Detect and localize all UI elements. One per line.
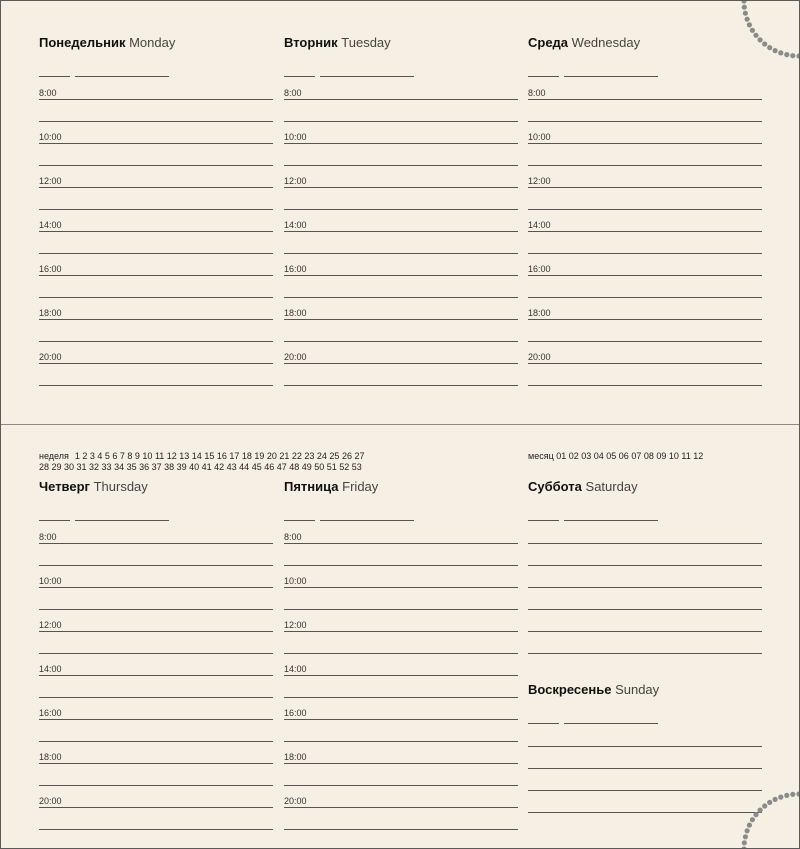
day-name-en: Thursday [93, 479, 148, 494]
time-label: 20:00 [528, 352, 551, 362]
time-label: 14:00 [284, 664, 307, 674]
note-rows[interactable] [528, 725, 762, 813]
time-label: 10:00 [39, 132, 62, 142]
note-line[interactable] [528, 725, 762, 747]
hour-line[interactable] [39, 364, 273, 386]
hour-line[interactable] [39, 566, 273, 588]
month-label: месяц [528, 451, 554, 461]
time-label: 14:00 [528, 220, 551, 230]
hour-line[interactable] [284, 610, 518, 632]
decor-dot [767, 45, 772, 50]
decor-dot [790, 792, 795, 797]
decor-dot [790, 53, 795, 58]
decor-dot [742, 840, 747, 845]
time-label: 10:00 [528, 132, 551, 142]
hour-line[interactable] [39, 144, 273, 166]
hour-line[interactable] [39, 764, 273, 786]
hour-line[interactable] [528, 210, 762, 232]
time-label: 16:00 [39, 264, 62, 274]
hour-line[interactable] [39, 742, 273, 764]
hour-line[interactable] [39, 122, 273, 144]
time-label: 16:00 [528, 264, 551, 274]
time-label: 10:00 [39, 576, 62, 586]
hour-line[interactable] [528, 254, 762, 276]
hour-line[interactable] [39, 588, 273, 610]
hour-line[interactable] [39, 166, 273, 188]
date-field[interactable] [528, 502, 762, 522]
hour-line[interactable] [39, 808, 273, 830]
decor-dot [750, 28, 755, 33]
hour-line[interactable] [284, 254, 518, 276]
time-label: 18:00 [39, 308, 62, 318]
hour-line[interactable] [528, 342, 762, 364]
hour-line[interactable] [284, 654, 518, 676]
time-label: 14:00 [39, 220, 62, 230]
hour-line[interactable] [39, 610, 273, 632]
time-label: 8:00 [284, 532, 302, 542]
hour-line[interactable] [284, 764, 518, 786]
day-name-ru: Суббота [528, 479, 582, 494]
decor-dot [753, 33, 758, 38]
hour-line[interactable] [39, 654, 273, 676]
day-name-ru: Четверг [39, 479, 90, 494]
note-line[interactable] [528, 610, 762, 632]
day-monday [39, 34, 273, 386]
hour-rows[interactable] [284, 522, 518, 830]
day-name-ru: Вторник [284, 35, 338, 50]
time-label: 10:00 [284, 132, 307, 142]
time-label: 18:00 [528, 308, 551, 318]
month-numbers-list: 01 02 03 04 05 06 07 08 09 10 11 12 [556, 451, 704, 461]
decor-dot [784, 793, 789, 798]
decor-dot [743, 11, 748, 16]
hour-line[interactable] [284, 698, 518, 720]
decor-dot [762, 41, 767, 46]
time-label: 18:00 [284, 752, 307, 762]
hour-line[interactable] [284, 298, 518, 320]
decor-dot [778, 795, 783, 800]
time-label: 8:00 [528, 88, 546, 98]
hour-line[interactable] [528, 298, 762, 320]
time-label: 12:00 [528, 176, 551, 186]
decor-dot [784, 52, 789, 57]
hour-line[interactable] [39, 254, 273, 276]
time-label: 20:00 [39, 352, 62, 362]
decor-dot [750, 817, 755, 822]
hour-line[interactable] [284, 320, 518, 342]
month-numbers [528, 451, 703, 462]
hour-line[interactable] [39, 276, 273, 298]
week-numbers-line1: 1 2 3 4 5 6 7 8 9 10 11 12 13 14 15 16 17 18 19 20 21 22 23 24 25 26 27 [74, 451, 365, 461]
date-field[interactable] [528, 58, 762, 78]
day-title [39, 478, 273, 496]
hour-line[interactable] [284, 676, 518, 698]
hour-line[interactable] [284, 276, 518, 298]
time-label: 8:00 [39, 532, 57, 542]
note-line[interactable] [528, 522, 762, 544]
dotted-arc-top-decoration [731, 1, 799, 65]
note-line[interactable] [528, 791, 762, 813]
decor-dot [742, 5, 747, 10]
hour-line[interactable] [284, 210, 518, 232]
time-label: 14:00 [39, 664, 62, 674]
hour-line[interactable] [39, 698, 273, 720]
hour-line[interactable] [39, 210, 273, 232]
date-field[interactable] [284, 58, 518, 78]
time-label: 16:00 [284, 708, 307, 718]
note-line[interactable] [528, 747, 762, 769]
hour-line[interactable] [528, 78, 762, 100]
day-name-ru: Воскресенье [528, 682, 612, 697]
day-name-ru: Среда [528, 35, 569, 50]
date-field[interactable] [284, 502, 518, 522]
hour-line[interactable] [284, 720, 518, 742]
day-tuesday [284, 34, 518, 386]
hour-line[interactable] [39, 720, 273, 742]
hour-line[interactable] [39, 544, 273, 566]
time-label: 16:00 [284, 264, 307, 274]
decor-dot [773, 797, 778, 802]
week-numbers [39, 451, 379, 473]
note-line[interactable] [528, 588, 762, 610]
hour-line[interactable] [284, 144, 518, 166]
hour-line[interactable] [284, 166, 518, 188]
hour-line[interactable] [284, 188, 518, 210]
day-name-en: Monday [129, 35, 176, 50]
day-name-ru: Понедельник [39, 35, 126, 50]
day-title [284, 478, 518, 496]
time-label: 8:00 [284, 88, 302, 98]
hour-line[interactable] [284, 786, 518, 808]
date-field[interactable] [39, 502, 273, 522]
time-label: 12:00 [39, 176, 62, 186]
hour-line[interactable] [528, 144, 762, 166]
hour-line[interactable] [39, 676, 273, 698]
day-wednesday [528, 34, 762, 386]
day-name-en: Friday [342, 479, 379, 494]
date-field[interactable] [528, 705, 762, 725]
decor-dot [741, 1, 746, 4]
hour-line[interactable] [39, 522, 273, 544]
date-field[interactable] [39, 58, 273, 78]
decor-dot [796, 53, 799, 58]
hour-rows[interactable] [39, 522, 273, 830]
week-numbers-line2: 28 29 30 31 32 33 34 35 36 37 38 39 40 41 42 43 44 45 46 47 48 49 50 51 52 53 [39, 462, 362, 472]
note-line[interactable] [528, 769, 762, 791]
hour-line[interactable] [284, 588, 518, 610]
hour-line[interactable] [528, 276, 762, 298]
hour-rows[interactable] [39, 78, 273, 386]
hour-rows[interactable] [284, 78, 518, 386]
hour-line[interactable] [528, 122, 762, 144]
day-saturday [528, 478, 762, 654]
time-label: 12:00 [39, 620, 62, 630]
hour-line[interactable] [284, 544, 518, 566]
time-label: 14:00 [284, 220, 307, 230]
hour-line[interactable] [284, 364, 518, 386]
decor-dot [753, 812, 758, 817]
hour-line[interactable] [39, 298, 273, 320]
decor-dot [745, 828, 750, 833]
day-title [528, 34, 762, 52]
decor-dot [796, 791, 799, 796]
decor-dot [767, 800, 772, 805]
hour-rows[interactable] [528, 78, 762, 386]
hour-line[interactable] [528, 364, 762, 386]
decor-dot [762, 803, 767, 808]
day-title [528, 681, 762, 699]
time-label: 20:00 [284, 352, 307, 362]
day-title [284, 34, 518, 52]
dotted-arc-bottom-decoration [731, 785, 799, 849]
day-name-ru: Пятница [284, 479, 339, 494]
decor-dot [743, 834, 748, 839]
time-label: 20:00 [284, 796, 307, 806]
note-rows[interactable] [528, 522, 762, 654]
decor-dot [773, 48, 778, 53]
hour-line[interactable] [284, 632, 518, 654]
decor-dot [745, 17, 750, 22]
week-label: неделя [39, 451, 69, 461]
decor-dot [778, 50, 783, 55]
decor-dot [747, 823, 752, 828]
day-name-en: Tuesday [341, 35, 391, 50]
hour-line[interactable] [39, 232, 273, 254]
time-label: 16:00 [39, 708, 62, 718]
page-divider [1, 424, 799, 425]
day-name-en: Sunday [615, 682, 660, 697]
hour-line[interactable] [284, 808, 518, 830]
day-name-en: Saturday [585, 479, 638, 494]
hour-line[interactable] [528, 100, 762, 122]
hour-line[interactable] [39, 786, 273, 808]
hour-line[interactable] [284, 78, 518, 100]
note-line[interactable] [528, 632, 762, 654]
hour-line[interactable] [284, 566, 518, 588]
hour-line[interactable] [528, 232, 762, 254]
hour-line[interactable] [39, 632, 273, 654]
day-thursday [39, 478, 273, 830]
hour-line[interactable] [284, 122, 518, 144]
day-sunday [528, 681, 762, 813]
time-label: 10:00 [284, 576, 307, 586]
hour-line[interactable] [39, 342, 273, 364]
time-label: 12:00 [284, 176, 307, 186]
hour-line[interactable] [528, 166, 762, 188]
note-line[interactable] [528, 544, 762, 566]
hour-line[interactable] [284, 232, 518, 254]
decor-dot [758, 37, 763, 42]
hour-line[interactable] [284, 742, 518, 764]
day-friday [284, 478, 518, 830]
time-label: 20:00 [39, 796, 62, 806]
hour-line[interactable] [39, 320, 273, 342]
day-title [39, 34, 273, 52]
hour-line[interactable] [528, 320, 762, 342]
decor-dot [747, 22, 752, 27]
hour-line[interactable] [284, 100, 518, 122]
time-label: 8:00 [39, 88, 57, 98]
hour-line[interactable] [284, 522, 518, 544]
hour-line[interactable] [528, 188, 762, 210]
time-label: 18:00 [284, 308, 307, 318]
day-title [528, 478, 762, 496]
hour-line[interactable] [39, 188, 273, 210]
note-line[interactable] [528, 566, 762, 588]
time-label: 18:00 [39, 752, 62, 762]
day-name-en: Wednesday [571, 35, 641, 50]
hour-line[interactable] [39, 78, 273, 100]
hour-line[interactable] [284, 342, 518, 364]
hour-line[interactable] [39, 100, 273, 122]
time-label: 12:00 [284, 620, 307, 630]
decor-dot [758, 808, 763, 813]
